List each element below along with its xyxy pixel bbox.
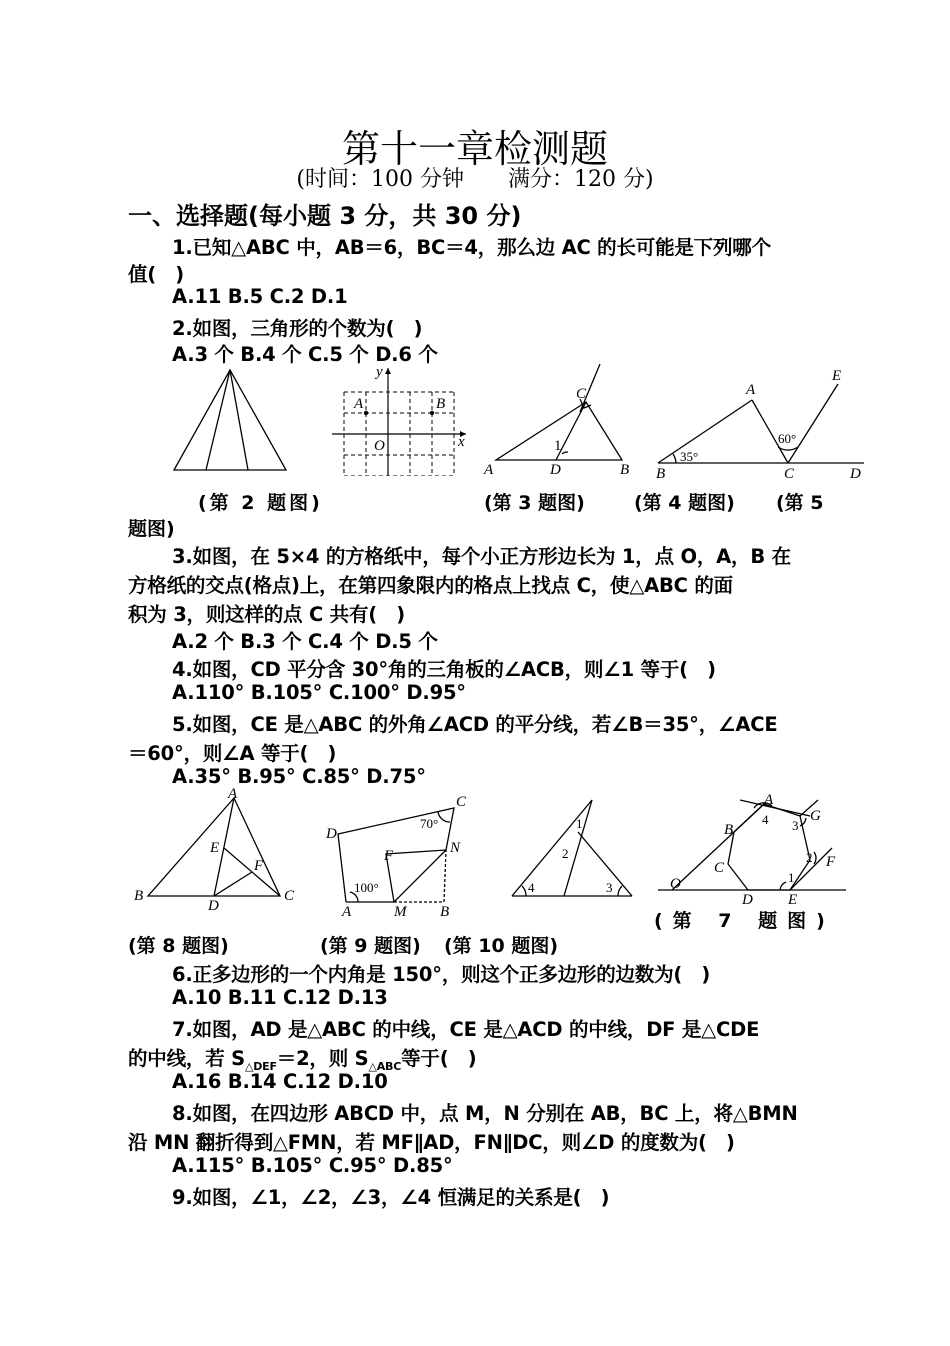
question-1-options: A.11 B.5 C.2 D.1 xyxy=(172,285,348,308)
fig3-label-b: B xyxy=(436,396,446,412)
q7-text-pre: 的中线，若 S xyxy=(128,1047,245,1070)
question-9: 9.如图，∠1，∠2，∠3，∠4 恒满足的关系是( ) xyxy=(172,1186,610,1209)
fig3-label-y: y xyxy=(376,364,383,380)
question-6-options: A.10 B.11 C.12 D.13 xyxy=(172,986,388,1009)
page-title: 第十一章检测题 xyxy=(341,127,608,171)
fig9-label-70: 70° xyxy=(420,816,439,831)
question-7-options: A.16 B.14 C.12 D.10 xyxy=(172,1070,388,1093)
caption-figure-5-part-2: 题图) xyxy=(128,518,175,540)
fig7-label-g: G xyxy=(810,808,821,824)
section-heading: 一、选择题(每小题 3 分，共 30 分) xyxy=(128,202,522,230)
fig10-label-4: 4 xyxy=(528,880,535,895)
fig9-label-b: B xyxy=(440,904,450,918)
question-1-line-1: 1.已知△ABC 中，AB＝6，BC＝4，那么边 AC 的长可能是下列哪个 xyxy=(172,236,771,259)
fig9-label-c: C xyxy=(456,794,467,810)
figure-question-10 xyxy=(508,792,636,900)
fig8-label-c: C xyxy=(284,888,295,904)
fig10-label-1: 1 xyxy=(576,816,583,831)
question-3-options: A.2 个 B.3 个 C.4 个 D.5 个 xyxy=(172,630,438,653)
fig8-label-d: D xyxy=(208,898,219,914)
fig7-label-3: 3 xyxy=(792,818,799,833)
fig7-label-o: O xyxy=(670,876,681,892)
fig5-label-e: E xyxy=(832,368,842,384)
fig7-label-f: F xyxy=(826,854,836,870)
fig7-label-b: B xyxy=(724,822,734,838)
figure-question-5 xyxy=(652,366,868,482)
question-3-line-2: 方格纸的交点(格点)上，在第四象限内的格点上找点 C，使△ABC 的面 xyxy=(128,574,733,597)
fig4-label-b: B xyxy=(620,462,630,478)
fig4-label-1: 1 xyxy=(554,438,562,454)
fig7-label-c: C xyxy=(714,860,725,876)
question-6: 6.正多边形的一个内角是 150°，则这个正多边形的边数为( ) xyxy=(172,963,711,986)
fig9-label-f: F xyxy=(384,848,394,864)
fig10-label-2: 2 xyxy=(562,846,569,861)
fig7-label-d: D xyxy=(742,892,753,908)
fig10-label-3: 3 xyxy=(606,880,613,895)
question-2: 2.如图，三角形的个数为( ) xyxy=(172,317,423,340)
caption-figure-8: (第 8 题图) xyxy=(128,935,229,957)
figure-question-3 xyxy=(330,364,475,476)
question-8-line-1: 8.如图，在四边形 ABCD 中，点 M，N 分别在 AB，BC 上，将△BMN xyxy=(172,1102,798,1125)
question-1-line-2: 值( ) xyxy=(128,263,185,286)
figure-question-7 xyxy=(654,786,850,910)
fig7-label-2: 2 xyxy=(806,850,813,865)
question-8-options: A.115° B.105° C.95° D.85° xyxy=(172,1154,453,1177)
fig5-label-c: C xyxy=(784,466,795,482)
fig9-label-100: 100° xyxy=(354,880,379,895)
fig5-label-a: A xyxy=(746,382,756,398)
question-8-line-2: 沿 MN 翻折得到△FMN，若 MF∥AD，FN∥DC，则∠D 的度数为( ) xyxy=(128,1131,735,1154)
fig3-label-a: A xyxy=(354,396,364,412)
fig7-label-1: 1 xyxy=(788,870,795,885)
fig4-label-d: D xyxy=(550,462,561,478)
fig9-label-d: D xyxy=(326,826,337,842)
fig5-label-d: D xyxy=(850,466,861,482)
fig9-label-n: N xyxy=(450,840,461,856)
question-7-line-2 xyxy=(128,1043,476,1073)
fig7-label-a: A xyxy=(764,792,774,808)
q7-text-post: 等于( ) xyxy=(401,1047,477,1070)
fig5-label-60: 60° xyxy=(778,431,797,446)
question-5-line-2: ＝60°，则∠A 等于( ) xyxy=(128,742,337,765)
caption-figure-2: (第 2 题图) xyxy=(198,492,323,514)
question-3-line-3: 积为 3，则这样的点 C 共有( ) xyxy=(128,603,405,626)
fig4-label-c: C xyxy=(576,386,587,402)
question-7-line-1: 7.如图，AD 是△ABC 的中线，CE 是△ACD 的中线，DF 是△CDE xyxy=(172,1018,760,1041)
fig7-label-4: 4 xyxy=(762,812,769,827)
fig9-label-a: A xyxy=(342,904,352,918)
caption-figure-10: (第 10 题图) xyxy=(444,935,559,957)
fig8-label-f: F xyxy=(254,858,264,874)
q7-sub-abc: △ABC xyxy=(368,1059,402,1073)
fig5-label-35: 35° xyxy=(680,449,699,464)
figure-question-9 xyxy=(322,790,474,918)
q7-sub-def: △DEF xyxy=(244,1059,277,1073)
fig8-label-b: B xyxy=(134,888,144,904)
fig3-label-o: O xyxy=(374,438,385,454)
caption-figure-3: (第 3 题图) xyxy=(484,492,585,514)
fig4-label-a: A xyxy=(484,462,494,478)
fig7-label-e: E xyxy=(788,892,798,908)
question-4-options: A.110° B.105° C.100° D.95° xyxy=(172,681,466,704)
q7-text-mid: ＝2，则 S xyxy=(276,1047,369,1070)
caption-figure-9: (第 9 题图) xyxy=(320,935,421,957)
exam-time-score: (时间：100 分钟 满分：120 分) xyxy=(296,167,654,192)
caption-figure-4: (第 4 题图) xyxy=(634,492,735,514)
figure-question-4 xyxy=(482,362,637,480)
fig3-label-x: x xyxy=(458,434,465,450)
fig8-label-e: E xyxy=(210,840,220,856)
fig5-label-b: B xyxy=(656,466,666,482)
figure-question-2 xyxy=(168,366,292,476)
question-5-options: A.35° B.95° C.85° D.75° xyxy=(172,765,426,788)
question-2-options: A.3 个 B.4 个 C.5 个 D.6 个 xyxy=(172,343,438,366)
fig9-label-m: M xyxy=(394,904,407,918)
question-4: 4.如图，CD 平分含 30°角的三角板的∠ACB，则∠1 等于( ) xyxy=(172,658,716,681)
figure-question-8 xyxy=(130,786,302,914)
caption-figure-7: (第 7 题图) xyxy=(654,910,835,932)
caption-figure-5-part-1: (第 5 xyxy=(776,492,824,514)
question-5-line-1: 5.如图，CE 是△ABC 的外角∠ACD 的平分线，若∠B＝35°，∠ACE xyxy=(172,713,778,736)
fig8-label-a: A xyxy=(228,786,238,802)
question-3-line-1: 3.如图，在 5×4 的方格纸中，每个小正方形边长为 1，点 O，A，B 在 xyxy=(172,545,791,568)
